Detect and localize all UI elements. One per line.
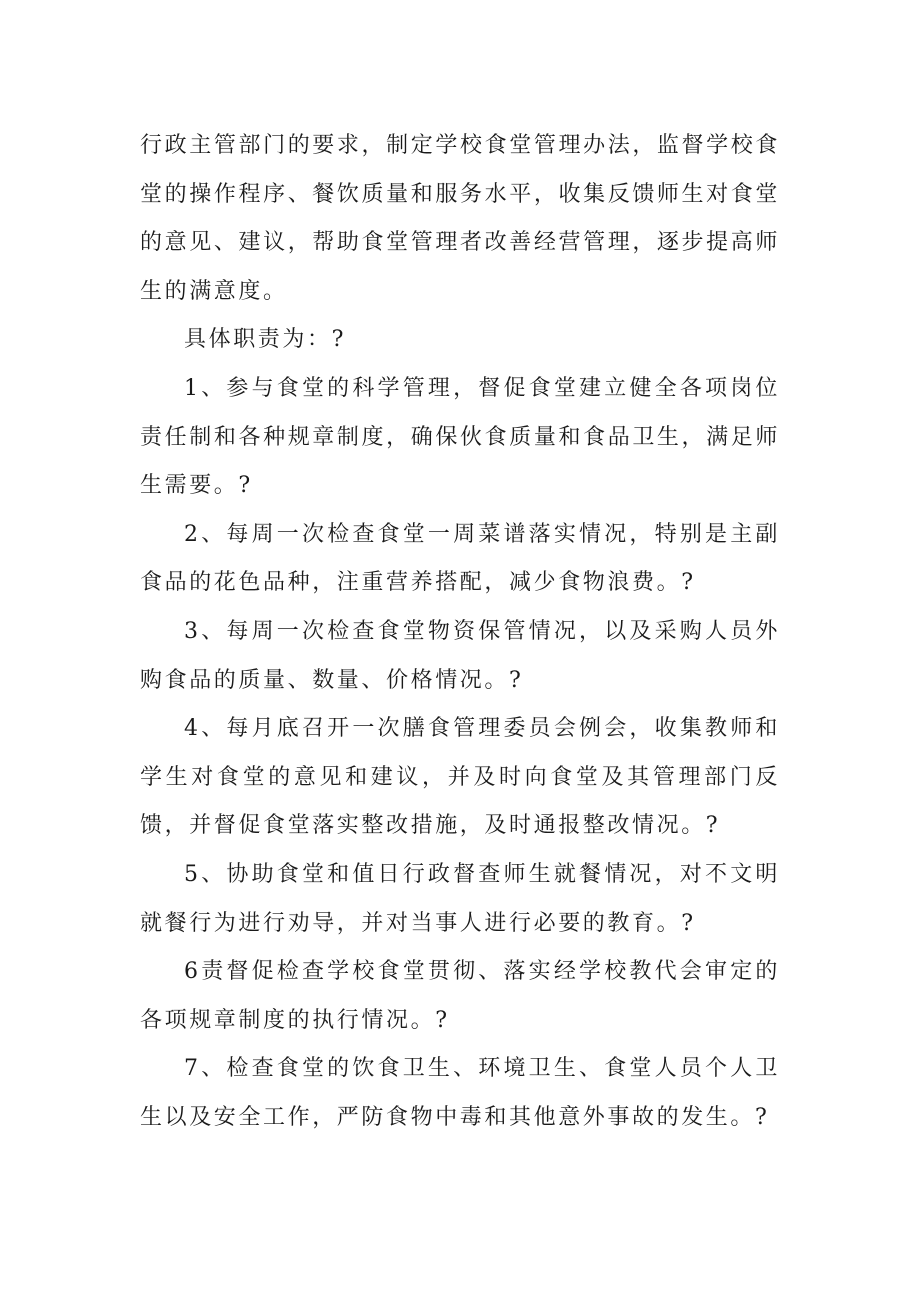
paragraph-duty-7: 7、检查食堂的饮食卫生、环境卫生、食堂人员个人卫生以及安全工作，严防食物中毒和其他意外事故的发生。?	[140, 1056, 780, 1130]
paragraph-duty-4: 4、每月底召开一次膳食管理委员会例会，收集教师和学生对食堂的意见和建议，并及时向食堂及其管理部门反馈，并督促食堂落实整改措施，及时通报整改情况。?	[140, 716, 780, 839]
paragraph-duty-1: 1、参与食堂的科学管理，督促食堂建立健全各项岗位责任制和各种规章制度，确保伙食质量和食品卫生，满足师生需要。?	[140, 375, 780, 499]
paragraph-duty-2: 2、每周一次检查食堂一周菜谱落实情况，特别是主副食品的花色品种，注重营养搭配，减少食物浪费。?	[140, 521, 780, 596]
paragraph-duty-5: 5、协助食堂和值日行政督查师生就餐情况，对不文明就餐行为进行劝导，并对当事人进行必要的教育。?	[140, 861, 780, 936]
paragraph-intro-continuation: 行政主管部门的要求，制定学校食堂管理办法，监督学校食堂的操作程序、餐饮质量和服务水平，收集反馈师生对食堂的意见、建议，帮助食堂管理者改善经营管理，逐步提高师生的满意度。	[140, 133, 780, 304]
document-body	[140, 122, 780, 1142]
paragraph-duty-3: 3、每周一次检查食堂物资保管情况，以及采购人员外购食品的质量、数量、价格情况。?	[140, 618, 780, 693]
paragraph-duties-heading: 具体职责为：?	[184, 327, 346, 353]
paragraph-duty-6: 6责督促检查学校食堂贯彻、落实经学校教代会审定的各项规章制度的执行情况。?	[140, 959, 780, 1033]
